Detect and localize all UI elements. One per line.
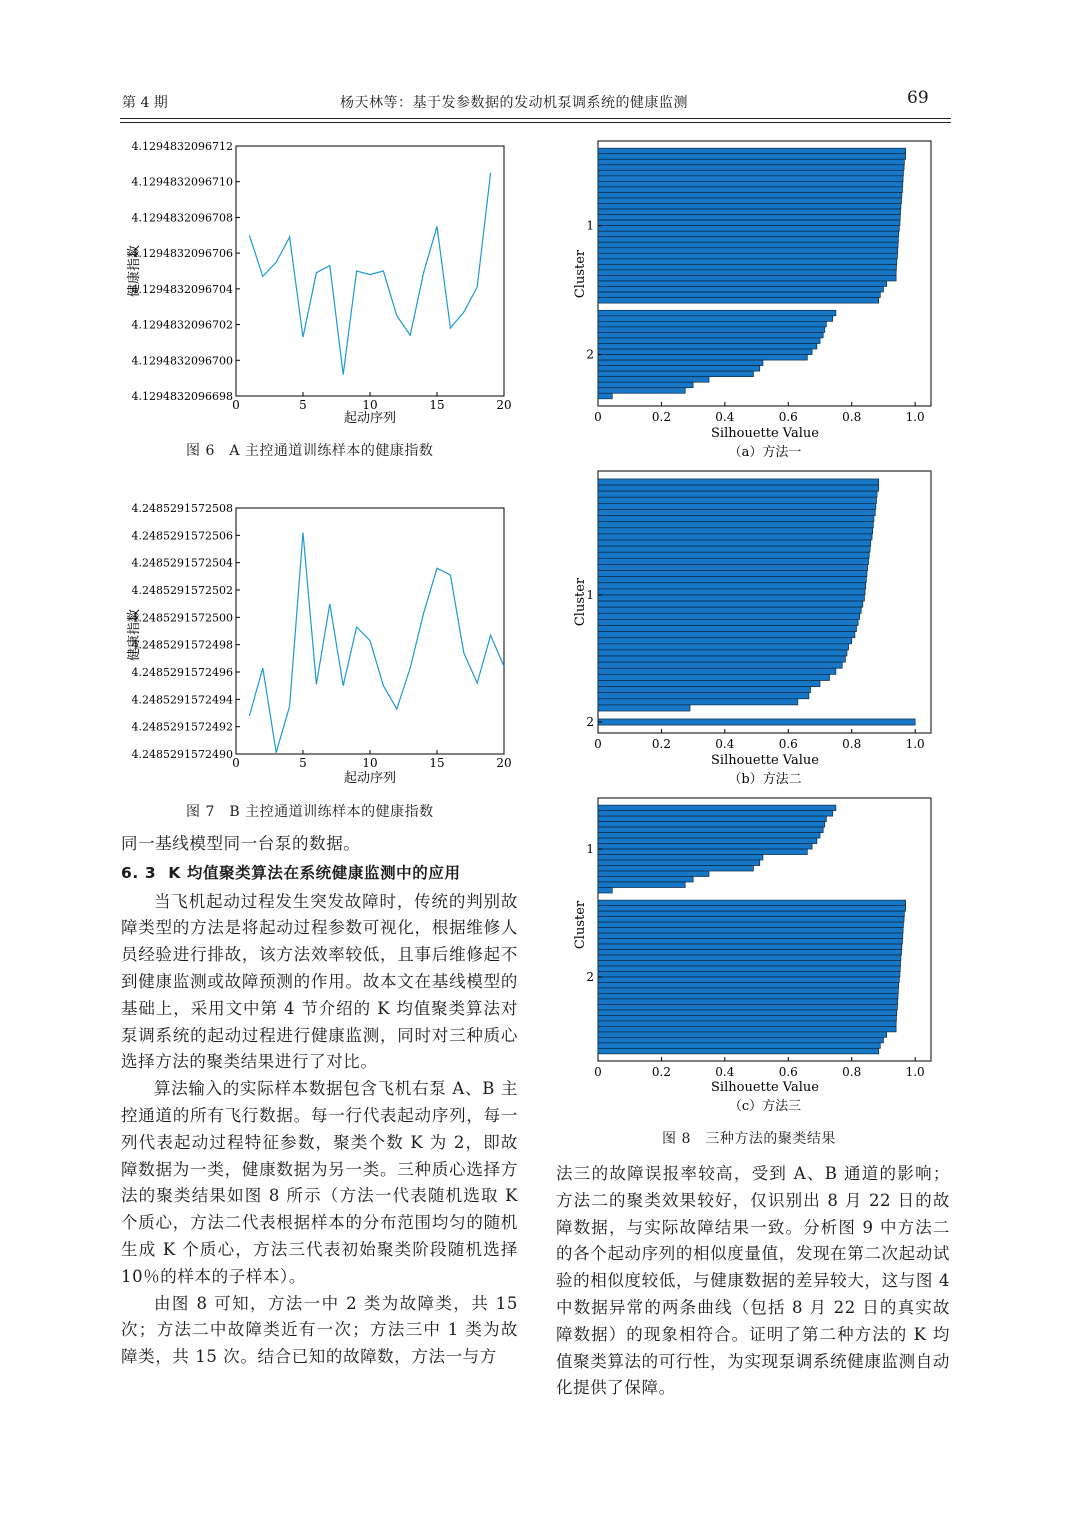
subfigure-label: （c）方法三 — [728, 1099, 802, 1114]
silhouette-bar — [598, 534, 872, 540]
silhouette-bar — [598, 644, 849, 650]
x-tick-label: 0 — [594, 1065, 602, 1079]
silhouette-bar — [598, 668, 836, 674]
silhouette-bar — [598, 638, 852, 644]
x-tick-label: 20 — [496, 756, 512, 770]
silhouette-bar — [598, 485, 879, 491]
y-tick-label: 4.2485291572492 — [131, 720, 233, 734]
x-tick-label: 0.6 — [778, 410, 798, 424]
silhouette-bar — [598, 601, 863, 607]
silhouette-bar — [598, 955, 901, 960]
figure-7-chart — [118, 498, 518, 794]
x-tick-label: 0.2 — [651, 737, 671, 751]
silhouette-bar — [598, 805, 836, 810]
silhouette-bar — [598, 393, 612, 399]
silhouette-bar — [598, 355, 807, 361]
figure-6-chart — [118, 136, 518, 432]
silhouette-bar — [598, 961, 901, 966]
x-tick-label: 0.8 — [842, 737, 862, 751]
x-tick-label: 0.4 — [715, 1065, 735, 1079]
silhouette-bar — [598, 220, 900, 226]
silhouette-bar — [598, 982, 899, 987]
silhouette-bar — [598, 662, 842, 668]
silhouette-bar — [598, 632, 855, 638]
silhouette-bar — [598, 719, 915, 725]
cluster-tick-label: 2 — [586, 969, 594, 984]
y-tick-labels — [132, 502, 240, 761]
silhouette-bar — [598, 674, 830, 680]
silhouette-bars — [598, 805, 906, 1054]
x-tick-labels — [232, 392, 511, 412]
silhouette-bar — [598, 298, 879, 304]
silhouette-bar — [598, 321, 826, 327]
x-tick-label: 1.0 — [905, 737, 925, 751]
y-axis-label: Cluster — [573, 249, 588, 299]
silhouette-bar — [598, 176, 903, 182]
silhouette-bar — [598, 270, 896, 276]
section-heading — [121, 860, 518, 887]
silhouette-bar — [598, 259, 897, 265]
silhouette-bar — [598, 343, 817, 349]
silhouette-bar — [598, 1032, 887, 1037]
y-tick-label: 4.2485291572506 — [131, 529, 233, 543]
x-tick-label: 0.4 — [715, 737, 735, 751]
y-tick-label: 4.1294832096710 — [131, 175, 233, 189]
x-tick-labels — [232, 750, 511, 770]
figure-7-caption: 图 7 B 主控通道训练样本的健康指数 — [186, 804, 434, 820]
silhouette-bar — [598, 944, 902, 949]
silhouette-bar — [598, 371, 753, 377]
silhouette-bar — [598, 546, 870, 552]
silhouette-bar — [598, 619, 858, 625]
x-tick-label: 0.8 — [842, 410, 862, 424]
cluster-tick-label: 1 — [586, 587, 594, 602]
silhouette-bar — [598, 1015, 896, 1020]
left-column-text — [121, 831, 518, 1371]
x-axis-label: Silhouette Value — [711, 1080, 819, 1095]
silhouette-bar — [598, 877, 693, 882]
silhouette-bar — [598, 310, 836, 316]
silhouette-bar — [598, 292, 880, 298]
silhouette-bar — [598, 571, 867, 577]
issue-number: 第 4 期 — [122, 95, 168, 111]
silhouette-bar — [598, 1048, 879, 1053]
y-tick-label: 4.2485291572498 — [131, 638, 233, 652]
health-index-line — [249, 533, 504, 753]
section-title: K 均值聚类算法在系统健康监测中的应用 — [168, 863, 461, 882]
x-tick-label: 20 — [496, 398, 512, 412]
y-tick-label: 4.2485291572508 — [131, 502, 233, 515]
x-tick-label: 10 — [362, 756, 378, 770]
silhouette-bar — [598, 552, 869, 558]
x-axis-label: Silhouette Value — [711, 426, 819, 441]
header-rule-thin — [120, 122, 951, 123]
silhouette-bars — [598, 479, 915, 725]
silhouette-bar — [598, 382, 693, 388]
silhouette-bar — [598, 827, 823, 832]
silhouette-bar — [598, 882, 685, 887]
plot-frame — [236, 146, 504, 396]
silhouette-bar — [598, 242, 898, 248]
silhouette-bar — [598, 950, 902, 955]
silhouette-bar — [598, 1026, 896, 1031]
silhouette-bar — [598, 316, 833, 322]
figure-8a-silhouette-chart — [568, 138, 940, 460]
cluster-tick-label: 1 — [586, 842, 594, 857]
x-tick-label: 10 — [362, 398, 378, 412]
section-number: 6. 3 — [121, 863, 157, 882]
x-tick-label: 0.2 — [651, 410, 671, 424]
silhouette-bar — [598, 253, 897, 259]
silhouette-bar — [598, 811, 833, 816]
silhouette-bar — [598, 860, 760, 865]
x-tick-label: 15 — [429, 398, 445, 412]
silhouette-bar — [598, 928, 903, 933]
silhouette-bar — [598, 613, 860, 619]
y-tick-label: 4.1294832096706 — [131, 247, 233, 261]
silhouette-bar — [598, 699, 798, 705]
y-tick-label: 4.1294832096700 — [131, 354, 233, 368]
silhouette-bar — [598, 911, 904, 916]
silhouette-bar — [598, 972, 900, 977]
y-tick-label: 4.1294832096702 — [131, 318, 233, 332]
silhouette-bar — [598, 900, 906, 905]
silhouette-bar — [598, 838, 817, 843]
silhouette-bar — [598, 871, 709, 876]
silhouette-bar — [598, 192, 902, 198]
silhouette-bar — [598, 833, 820, 838]
x-tick-label: 0 — [232, 398, 240, 412]
x-tick-label: 0 — [594, 737, 602, 751]
cluster-tick-label: 1 — [586, 218, 594, 233]
silhouette-bar — [598, 377, 709, 383]
figure-8c-silhouette-chart — [568, 795, 940, 1117]
subfigure-label: （b）方法二 — [728, 772, 802, 787]
silhouette-bar — [598, 509, 875, 515]
paragraph: 法三的故障误报率较高，受到 A、B 通道的影响；方法二的聚类效果较好，仅识别出 8 月 22 日的故障数据，与实际故障结果一致。分析图 9 中方法二的各个起动序列的相似度量值，发现在第二次起动试验的相似度较低，与健康数据的差异较大，这与图 4 中数据异常的两条曲线（包括 8 月 22 日的真实故障数据）的现象相符合。证明了第二种方法的 K 均值聚类算法的可行性，为实现泵调系统健康监测自动化提供了保障。 — [556, 1164, 950, 1398]
silhouette-bar — [598, 558, 869, 564]
silhouette-bar — [598, 148, 906, 154]
x-axis-label: 起动序列 — [343, 411, 397, 426]
y-tick-label: 4.1294832096712 — [131, 140, 233, 153]
y-axis-label: Cluster — [573, 577, 588, 627]
silhouette-bar — [598, 287, 883, 293]
x-tick-labels — [594, 729, 925, 751]
plot-frame — [236, 508, 504, 754]
y-tick-labels — [132, 140, 240, 403]
silhouette-bar — [598, 204, 901, 210]
paragraph: 由图 8 可知，方法一中 2 类为故障类，共 15 次；方法二中故障类近有一次；方法三中 1 类为故障类，共 15 次。结合已知的故障数，方法一与方 — [121, 1293, 518, 1367]
silhouette-bar — [598, 198, 902, 204]
x-tick-labels — [594, 402, 925, 424]
x-tick-label: 1.0 — [905, 1065, 925, 1079]
silhouette-bar — [598, 607, 861, 613]
silhouette-bar — [598, 264, 896, 270]
silhouette-bar — [598, 687, 810, 693]
silhouette-bar — [598, 977, 899, 982]
x-tick-label: 5 — [299, 398, 307, 412]
silhouette-bar — [598, 866, 753, 871]
silhouette-bar — [598, 656, 845, 662]
silhouette-bar — [598, 993, 898, 998]
subfigure-label: （a）方法一 — [728, 445, 802, 460]
silhouette-bar — [598, 1037, 883, 1042]
paragraph: 当飞机起动过程发生突发故障时，传统的判别故障类型的方法是将起动过程参数可视化，根据维修人员经验进行排故，该方法效率较低，且事后维修起不到健康监测或故障预测的作用。故本文在基线模型的基础上，采用文中第 4 节介绍的 K 均值聚类算法对泵调系统的起动过程进行健康监测，同时对三种质心选择方法的聚类结果进行了对比。 — [121, 891, 518, 1072]
silhouette-bar — [598, 933, 903, 938]
silhouette-bar — [598, 187, 902, 193]
silhouette-bar — [598, 888, 612, 893]
silhouette-bar — [598, 154, 906, 160]
silhouette-bar — [598, 917, 904, 922]
x-axis-label: 起动序列 — [343, 771, 397, 786]
silhouette-bar — [598, 248, 898, 254]
silhouette-bar — [598, 816, 826, 821]
silhouette-bar — [598, 583, 866, 589]
silhouette-bar — [598, 705, 690, 711]
silhouette-bar — [598, 650, 847, 656]
figure-8b-silhouette-chart — [568, 468, 940, 790]
silhouette-bar — [598, 181, 903, 187]
silhouette-bar — [598, 231, 899, 237]
silhouette-bar — [598, 491, 877, 497]
silhouette-bar — [598, 693, 809, 699]
continued-line: 同一基线模型同一台泵的数据。 — [121, 834, 361, 853]
header-rule — [120, 118, 951, 119]
silhouette-bar — [598, 1010, 897, 1015]
silhouette-bar — [598, 595, 864, 601]
y-tick-label: 4.2485291572504 — [131, 556, 233, 570]
x-tick-label: 15 — [429, 756, 445, 770]
silhouette-bar — [598, 849, 807, 854]
silhouette-bar — [598, 275, 896, 281]
silhouette-bar — [598, 528, 873, 534]
x-axis-label: Silhouette Value — [711, 753, 819, 768]
silhouette-bar — [598, 388, 685, 394]
x-tick-label: 0.2 — [651, 1065, 671, 1079]
silhouette-bar — [598, 170, 903, 176]
x-tick-label: 0.4 — [715, 410, 735, 424]
y-tick-label: 4.1294832096708 — [131, 211, 233, 225]
y-tick-label: 4.2485291572490 — [131, 748, 233, 761]
silhouette-bar — [598, 906, 906, 911]
cluster-tick-label: 2 — [586, 715, 594, 730]
silhouette-bar — [598, 626, 856, 632]
cluster-tick-label: 2 — [586, 347, 594, 362]
x-tick-label: 0.8 — [842, 1065, 862, 1079]
y-tick-label: 4.1294832096704 — [131, 282, 233, 296]
silhouette-bar — [598, 577, 866, 583]
silhouette-bar — [598, 503, 876, 509]
silhouette-bar — [598, 349, 812, 355]
silhouette-bar — [598, 1004, 897, 1009]
x-tick-label: 0.6 — [778, 737, 798, 751]
silhouette-bar — [598, 855, 763, 860]
silhouette-bar — [598, 822, 825, 827]
y-tick-label: 4.2485291572500 — [131, 611, 233, 625]
silhouette-bar — [598, 844, 812, 849]
silhouette-bar — [598, 497, 876, 503]
silhouette-bar — [598, 479, 879, 485]
silhouette-bar — [598, 564, 868, 570]
silhouette-bar — [598, 988, 898, 993]
silhouette-bar — [598, 237, 898, 243]
silhouette-bar — [598, 516, 874, 522]
page-number: 69 — [907, 88, 929, 108]
x-tick-label: 0.6 — [778, 1065, 798, 1079]
right-column-text — [556, 1161, 950, 1402]
silhouette-bar — [598, 338, 820, 344]
silhouette-bar — [598, 522, 873, 528]
silhouette-bar — [598, 540, 871, 546]
y-tick-label: 4.2485291572494 — [131, 693, 233, 707]
x-tick-label: 0 — [232, 756, 240, 770]
silhouette-bar — [598, 1043, 880, 1048]
silhouette-bar — [598, 360, 763, 366]
y-axis-label: 健康指数 — [127, 244, 142, 298]
x-tick-label: 1.0 — [905, 410, 925, 424]
silhouette-bar — [598, 939, 902, 944]
x-tick-labels — [594, 1057, 925, 1079]
y-tick-label: 4.2485291572502 — [131, 584, 233, 597]
silhouette-bar — [598, 165, 904, 171]
figure-6-caption: 图 6 A 主控通道训练样本的健康指数 — [186, 443, 434, 459]
silhouette-bar — [598, 327, 825, 333]
figure-8-caption: 图 8 三种方法的聚类结果 — [662, 1131, 836, 1147]
silhouette-bar — [598, 281, 887, 287]
silhouette-bar — [598, 922, 903, 927]
y-tick-label: 4.1294832096698 — [131, 390, 233, 403]
silhouette-bars — [598, 148, 906, 399]
silhouette-bar — [598, 332, 823, 338]
y-tick-label: 4.2485291572496 — [131, 666, 233, 679]
silhouette-bar — [598, 1021, 896, 1026]
y-axis-label: Cluster — [573, 900, 588, 950]
x-tick-label: 0 — [594, 410, 602, 424]
running-title: 杨天林等：基于发参数据的发动机泵调系统的健康监测 — [340, 95, 688, 111]
silhouette-bar — [598, 209, 901, 215]
health-index-line — [249, 173, 490, 375]
y-axis-label: 健康指数 — [127, 608, 142, 662]
silhouette-bar — [598, 215, 900, 221]
paragraph: 算法输入的实际样本数据包含飞机右泵 A、B 主控通道的所有飞行数据。每一行代表起动序列，每一列代表起动过程特征参数，聚类个数 K 为 2，即故障数据为一类，健康数据为另一类。三种质心选择方法的聚类结果如图 8 所示（方法一代表随机选取 K 个质心，方法二代表根据样本的分布范围均匀的随机生成 K 个质心，方法三代表初始聚类阶段随机选择 10％的样本的子样本）。 — [121, 1079, 518, 1286]
silhouette-bar — [598, 366, 760, 372]
x-tick-label: 5 — [299, 756, 307, 770]
silhouette-bar — [598, 680, 820, 686]
silhouette-bar — [598, 589, 865, 595]
silhouette-bar — [598, 226, 899, 232]
silhouette-bar — [598, 966, 900, 971]
silhouette-bar — [598, 159, 904, 165]
silhouette-bar — [598, 999, 898, 1004]
